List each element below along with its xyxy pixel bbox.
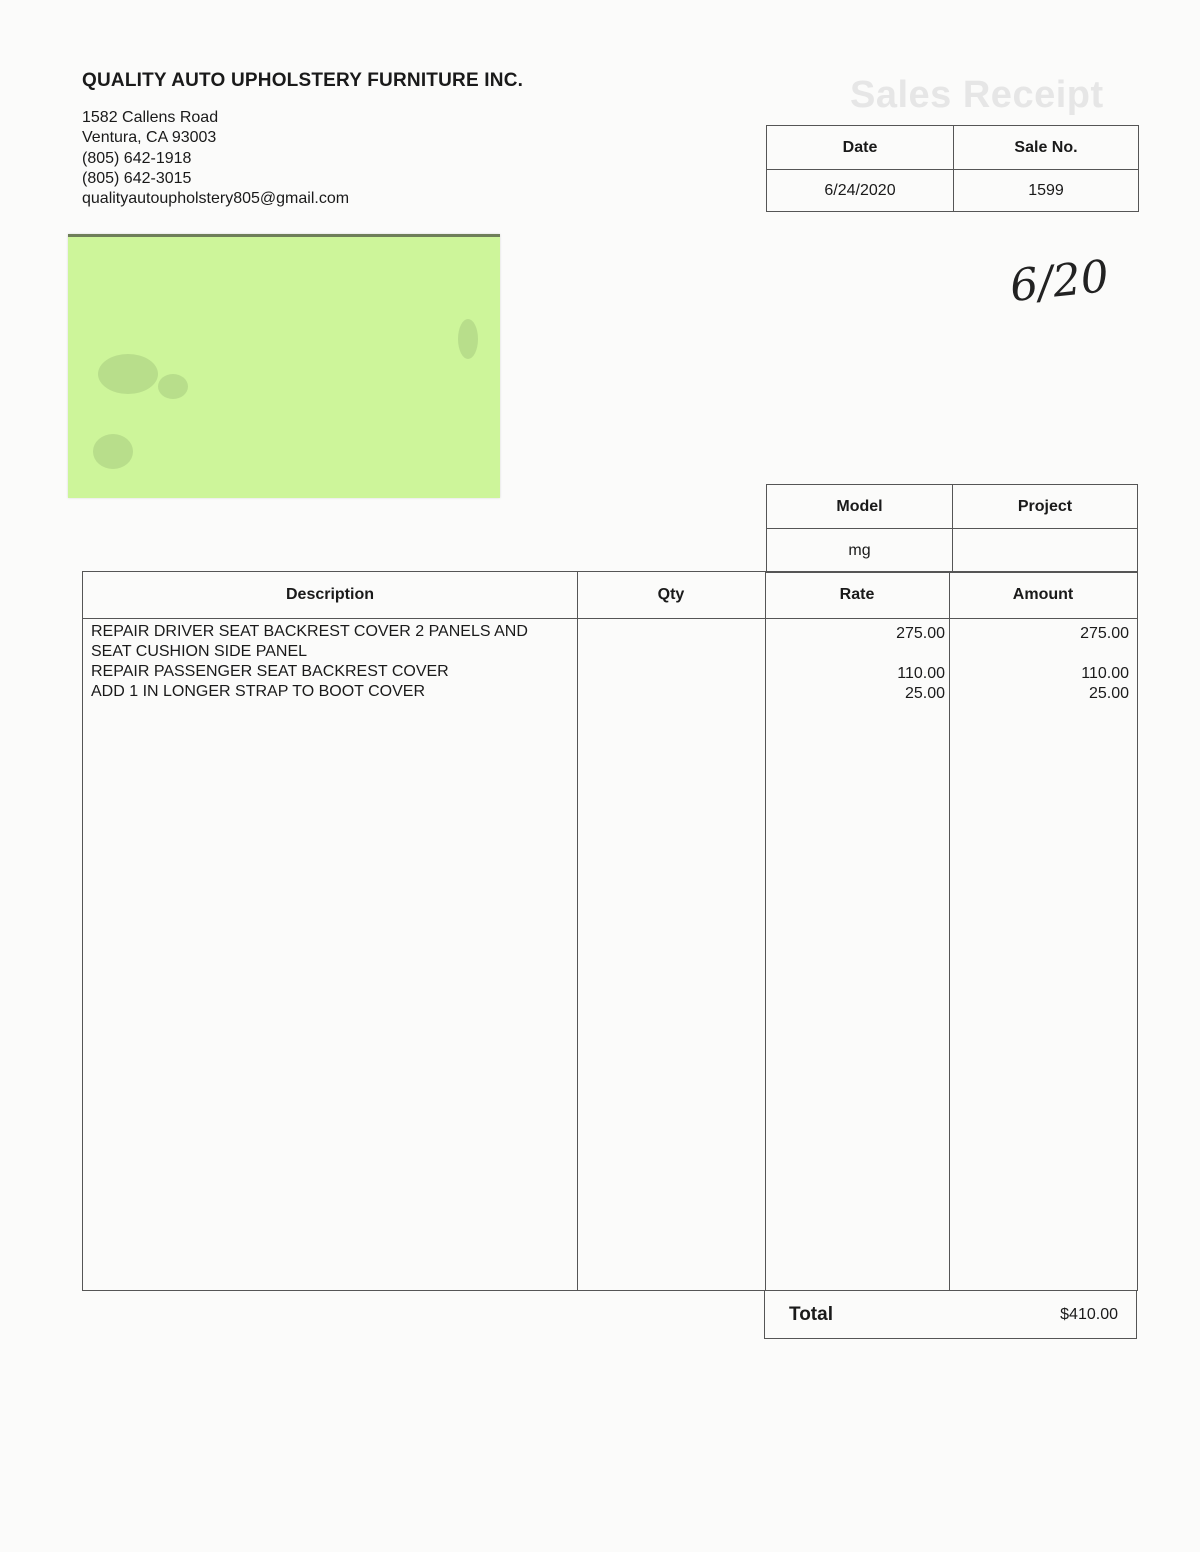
company-phone-1: (805) 642-1918	[82, 150, 192, 167]
project-value	[953, 529, 1138, 573]
model-project-table	[766, 484, 1138, 573]
line-items-table	[82, 571, 1138, 1291]
total-label: Total	[789, 1304, 833, 1325]
company-email: qualityautoupholstery805@gmail.com	[82, 190, 350, 207]
project-label: Project	[953, 485, 1138, 529]
qty-header: Qty	[657, 586, 685, 603]
item-rate: 25.00	[904, 685, 945, 702]
model-label: Model	[767, 485, 953, 529]
date-label: Date	[767, 126, 954, 170]
item-rate: 110.00	[897, 665, 945, 682]
amount-header: Amount	[1012, 586, 1074, 603]
handwritten-note: 6/20	[1007, 250, 1112, 313]
item-description: REPAIR DRIVER SEAT BACKREST COVER 2 PANELS AND SEAT CUSHION SIDE PANEL	[91, 623, 528, 660]
document-title: Sales Receipt	[850, 74, 1104, 116]
sticky-note	[68, 234, 500, 498]
item-description: REPAIR PASSENGER SEAT BACKREST COVER	[91, 663, 449, 680]
total-box	[764, 1291, 1137, 1339]
company-phone-2: (805) 642-3015	[82, 170, 192, 187]
item-rate: 275.00	[896, 625, 945, 642]
sale-no-value: 1599	[954, 170, 1139, 212]
rate-header: Rate	[839, 586, 875, 603]
item-amount: 25.00	[1088, 685, 1129, 702]
date-sale-table	[766, 125, 1139, 212]
sale-no-label: Sale No.	[954, 126, 1139, 170]
item-amount: 275.00	[1080, 625, 1129, 642]
total-value: $410.00	[1060, 1306, 1118, 1323]
company-name: QUALITY AUTO UPHOLSTERY FURNITURE INC.	[82, 70, 524, 91]
item-amount: 110.00	[1081, 665, 1129, 682]
date-value: 6/24/2020	[767, 170, 954, 212]
item-description: ADD 1 IN LONGER STRAP TO BOOT COVER	[91, 683, 426, 700]
line-items-header	[83, 572, 1137, 619]
description-header: Description	[285, 586, 374, 603]
company-address-city: Ventura, CA 93003	[82, 129, 217, 146]
model-value: mg	[767, 529, 953, 573]
company-address-street: 1582 Callens Road	[82, 109, 219, 126]
